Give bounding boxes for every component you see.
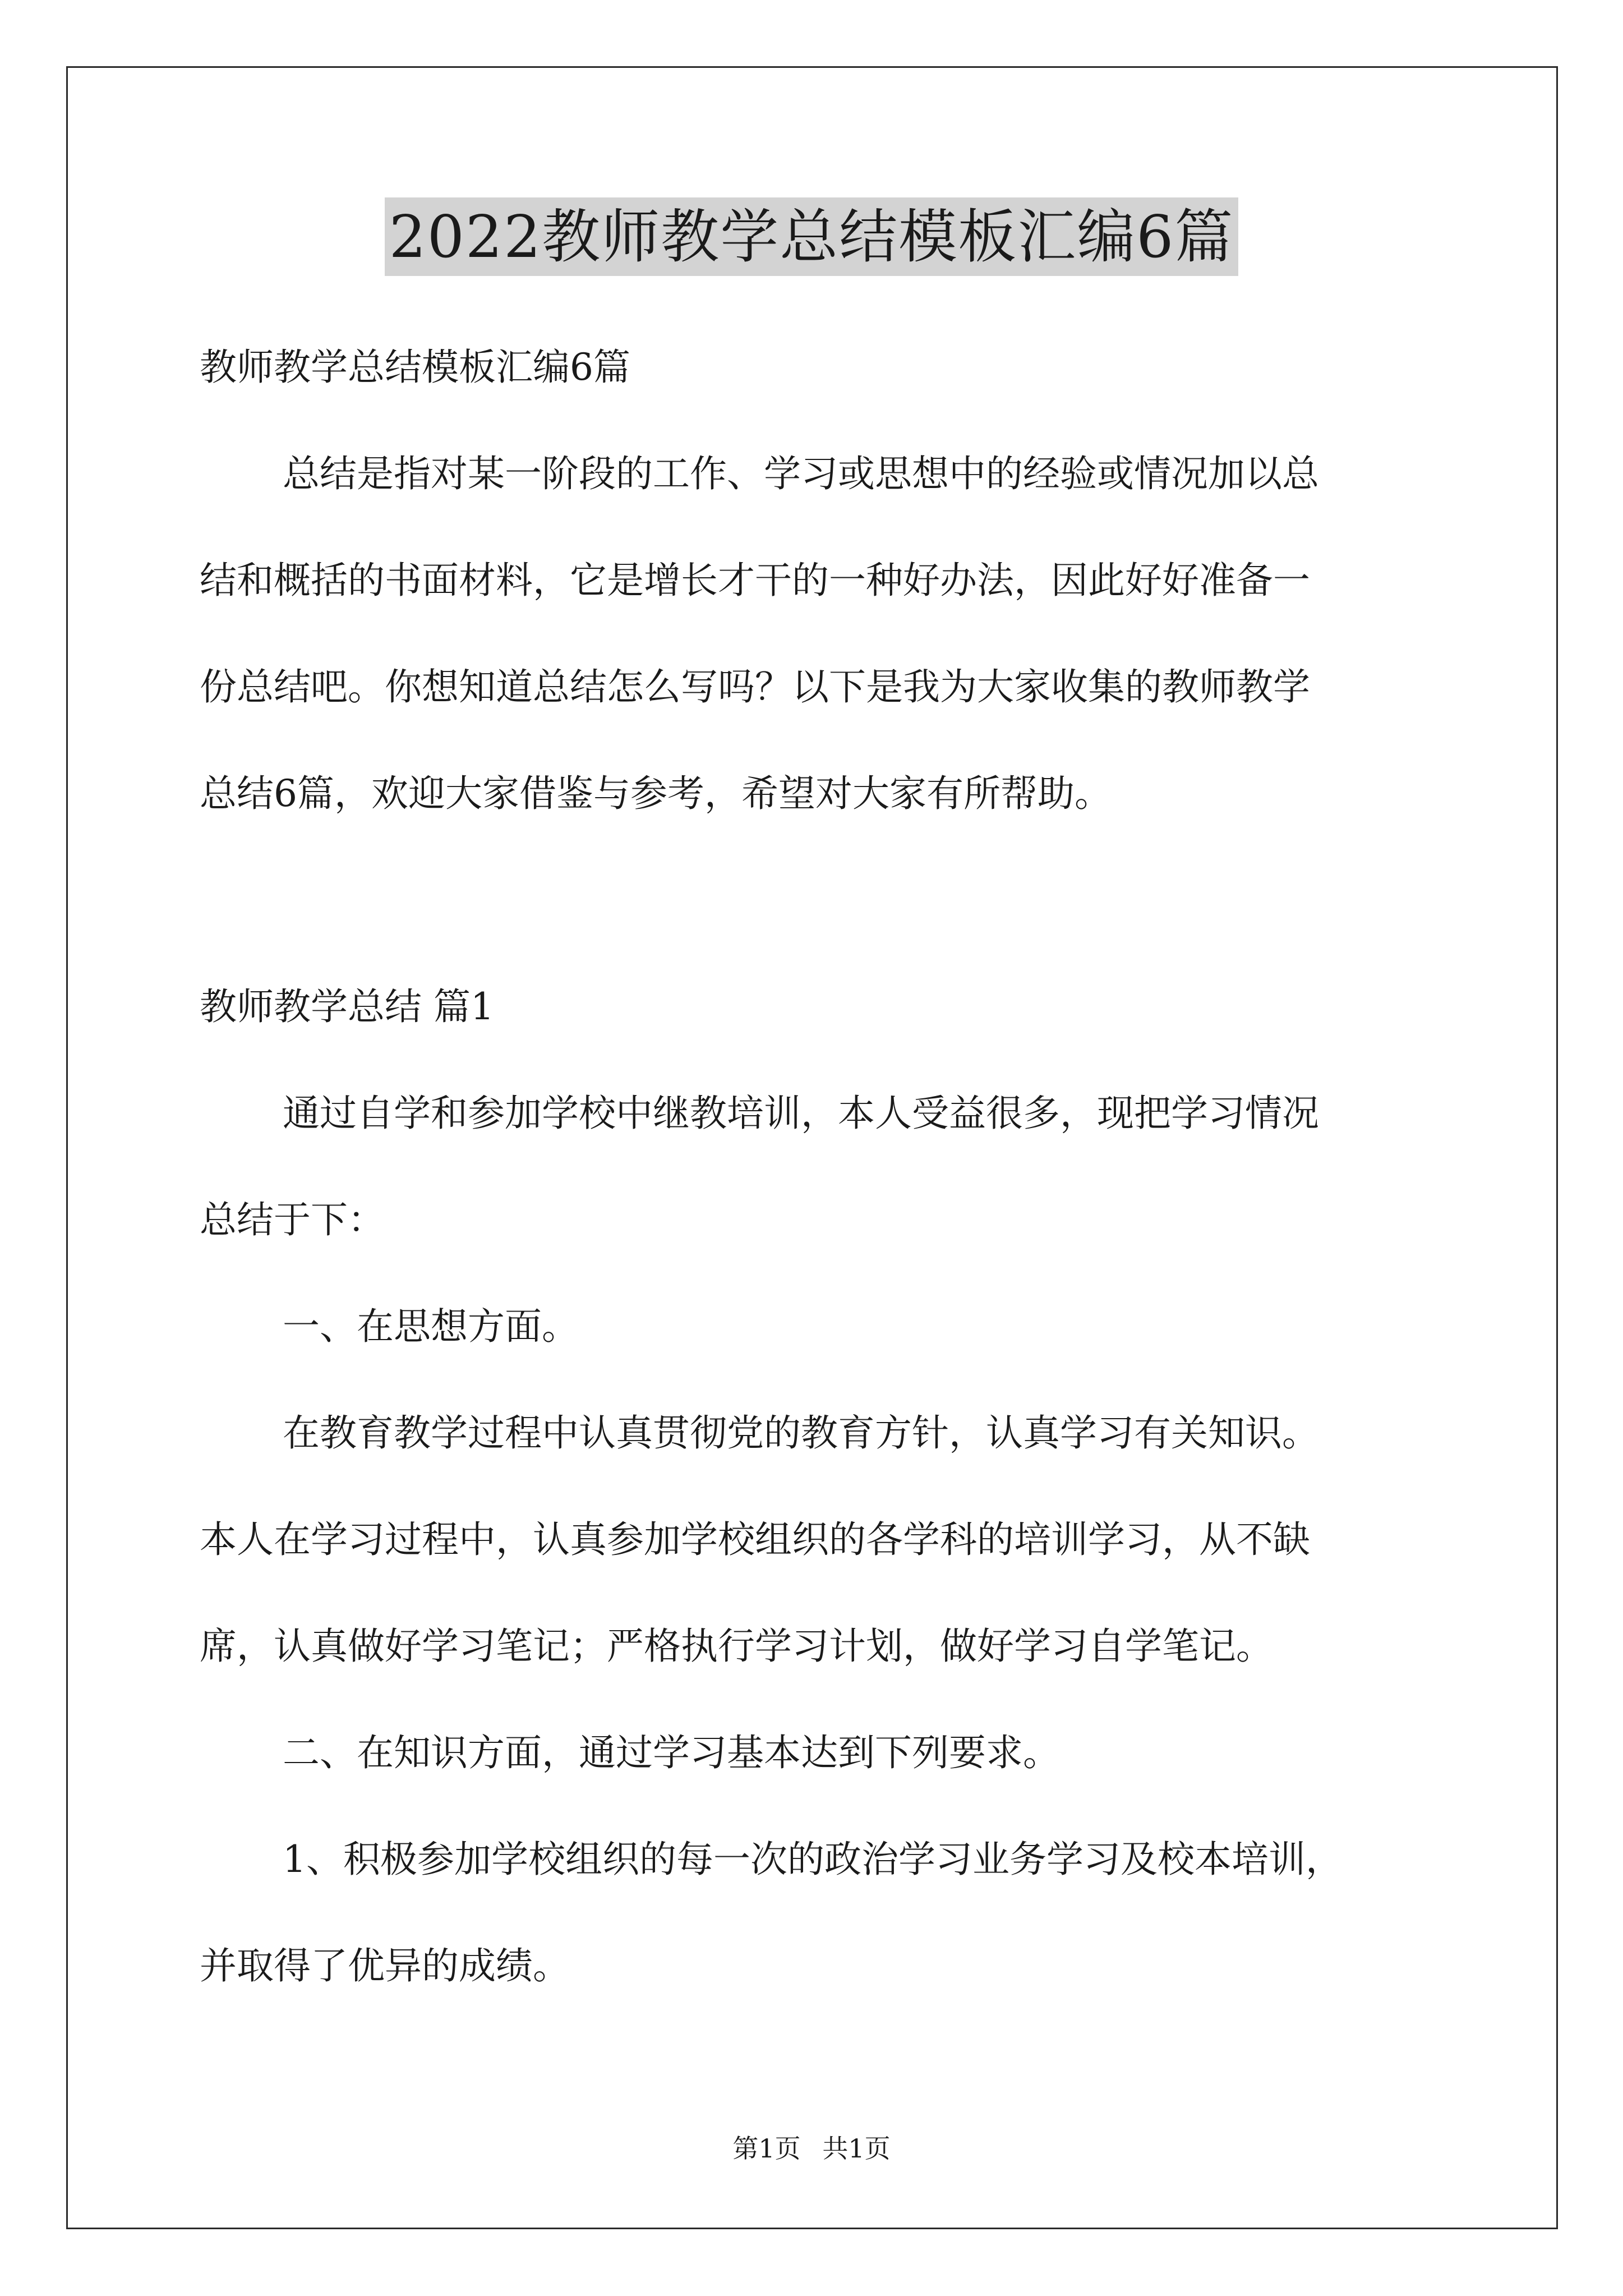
section-heading: 教师教学总结 篇1	[200, 985, 494, 1028]
intro-line: 结和概括的书面材料，它是增长才干的一种好办法，因此好好准备一	[200, 559, 1310, 602]
section-line: 并取得了优异的成绩。	[200, 1944, 570, 1987]
intro-line: 总结是指对某一阶段的工作、学习或思想中的经验或情况加以总	[283, 452, 1319, 495]
document-subtitle: 教师教学总结模板汇编6篇	[200, 346, 630, 389]
paragraph-gap	[200, 847, 1433, 954]
page-number-total: 共1页	[822, 2133, 891, 2164]
intro-line: 份总结吧。你想知道总结怎么写吗？以下是我为大家收集的教师教学	[200, 665, 1310, 708]
section-line: 二、在知识方面，通过学习基本达到下列要求。	[283, 1731, 1060, 1774]
section-line: 1、积极参加学校组织的每一次的政治学习业务学习及校本培训，	[283, 1838, 1343, 1881]
document-title: 2022教师教学总结模板汇编6篇	[385, 197, 1239, 276]
page-number-current: 第1页	[732, 2133, 801, 2164]
title-container	[0, 197, 1623, 276]
intro-line: 总结6篇，欢迎大家借鉴与参考，希望对大家有所帮助。	[200, 772, 1112, 815]
section-line: 本人在学习过程中，认真参加学校组织的各学科的培训学习，从不缺	[200, 1518, 1310, 1561]
document-body	[200, 314, 1433, 2019]
section-line: 席，认真做好学习笔记；严格执行学习计划，做好学习自学笔记。	[200, 1625, 1273, 1668]
section-line: 一、在思想方面。	[283, 1305, 579, 1348]
page-footer	[0, 2132, 1623, 2165]
section-line: 在教育教学过程中认真贯彻党的教育方针，认真学习有关知识。	[283, 1411, 1319, 1455]
section-line: 通过自学和参加学校中继教培训，本人受益很多，现把学习情况	[283, 1092, 1319, 1135]
section-line: 总结于下：	[200, 1198, 385, 1241]
